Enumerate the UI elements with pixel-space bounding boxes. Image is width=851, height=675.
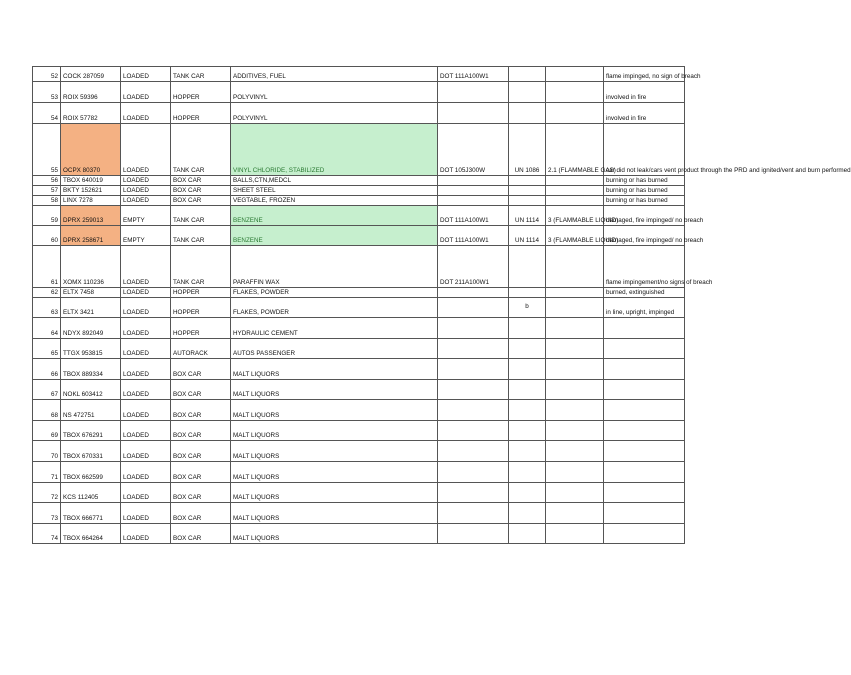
car-id-cell: XOMX 110236 [61, 246, 121, 288]
commodity-cell: VEGTABLE, FROZEN [231, 196, 438, 206]
dot-spec-cell [438, 462, 509, 483]
damage-notes-cell [604, 359, 685, 380]
table-row [33, 339, 685, 359]
un-number-cell: UN 1114 [509, 206, 546, 226]
car-type-cell: BOX CAR [171, 483, 231, 503]
dot-spec-cell [438, 503, 509, 524]
hazard-class-cell [546, 359, 604, 380]
table-row [33, 359, 685, 380]
car-id-cell: LINX 7278 [61, 196, 121, 206]
table-row [33, 462, 685, 483]
hazard-class-cell: 3 (FLAMMABLE LIQUID) [546, 206, 604, 226]
hazard-class-cell: 3 (FLAMMABLE LIQUID) [546, 226, 604, 246]
damage-notes-cell [604, 462, 685, 483]
load-status-cell: LOADED [121, 441, 171, 462]
table-row [33, 288, 685, 298]
table-row [33, 67, 685, 82]
un-number-cell: b [509, 298, 546, 318]
commodity-cell: SHEET STEEL [231, 186, 438, 196]
car-id-cell: TBOX 889334 [61, 359, 121, 380]
hazard-class-cell: 2.1 (FLAMMABLE GAS) [546, 124, 604, 176]
un-number-cell [509, 186, 546, 196]
car-type-cell: TANK CAR [171, 226, 231, 246]
row-number-cell: 69 [33, 421, 61, 441]
row-number-cell: 54 [33, 103, 61, 124]
un-number-cell [509, 441, 546, 462]
car-id-cell: TBOX 640019 [61, 176, 121, 186]
table-row [33, 318, 685, 339]
load-status-cell: LOADED [121, 103, 171, 124]
row-number-cell: 61 [33, 246, 61, 288]
hazard-class-cell [546, 318, 604, 339]
dot-spec-cell: DOT 105J300W [438, 124, 509, 176]
hazard-class-cell [546, 298, 604, 318]
load-status-cell: LOADED [121, 318, 171, 339]
car-type-cell: HOPPER [171, 318, 231, 339]
load-status-cell: LOADED [121, 246, 171, 288]
row-number-cell: 66 [33, 359, 61, 380]
row-number-cell: 59 [33, 206, 61, 226]
hazard-class-cell [546, 421, 604, 441]
car-type-cell: BOX CAR [171, 400, 231, 421]
car-type-cell: HOPPER [171, 82, 231, 103]
commodity-cell: MALT LIQUORS [231, 359, 438, 380]
commodity-cell: VINYL CHLORIDE, STABILIZED [231, 124, 438, 176]
load-status-cell: LOADED [121, 503, 171, 524]
car-type-cell: HOPPER [171, 288, 231, 298]
damage-notes-cell: involved in fire [604, 82, 685, 103]
damage-notes-cell: flame impingement/no signs of breach [604, 246, 685, 288]
car-id-cell: DPRX 258671 [61, 226, 121, 246]
table-row [33, 176, 685, 186]
car-id-cell: TBOX 676291 [61, 421, 121, 441]
table-row [33, 503, 685, 524]
car-type-cell: BOX CAR [171, 196, 231, 206]
load-status-cell: LOADED [121, 186, 171, 196]
damage-notes-cell [604, 421, 685, 441]
dot-spec-cell [438, 421, 509, 441]
damage-notes-cell: burning or has burned [604, 196, 685, 206]
row-number-cell: 67 [33, 380, 61, 400]
car-type-cell: TANK CAR [171, 124, 231, 176]
car-id-cell: NDYX 892049 [61, 318, 121, 339]
dot-spec-cell [438, 176, 509, 186]
car-type-cell: AUTORACK [171, 339, 231, 359]
dot-spec-cell: DOT 111A100W1 [438, 206, 509, 226]
un-number-cell: UN 1114 [509, 226, 546, 246]
commodity-cell: MALT LIQUORS [231, 483, 438, 503]
damage-notes-cell [604, 483, 685, 503]
car-type-cell: HOPPER [171, 103, 231, 124]
commodity-cell: ADDITIVES, FUEL [231, 67, 438, 82]
hazard-class-cell [546, 67, 604, 82]
damage-notes-cell: burning or has burned [604, 186, 685, 196]
table-row [33, 186, 685, 196]
car-type-cell: BOX CAR [171, 462, 231, 483]
row-number-cell: 53 [33, 82, 61, 103]
load-status-cell: LOADED [121, 82, 171, 103]
car-type-cell: TANK CAR [171, 206, 231, 226]
hazard-class-cell [546, 196, 604, 206]
un-number-cell [509, 400, 546, 421]
car-type-cell: BOX CAR [171, 186, 231, 196]
hazard-class-cell [546, 483, 604, 503]
load-status-cell: LOADED [121, 67, 171, 82]
damage-notes-cell [604, 339, 685, 359]
table-row [33, 124, 685, 176]
car-id-cell: ELTX 7458 [61, 288, 121, 298]
un-number-cell [509, 82, 546, 103]
car-type-cell: BOX CAR [171, 441, 231, 462]
damage-notes-cell [604, 441, 685, 462]
car-id-cell: ELTX 3421 [61, 298, 121, 318]
row-number-cell: 63 [33, 298, 61, 318]
commodity-cell: HYDRAULIC CEMENT [231, 318, 438, 339]
hazard-class-cell [546, 441, 604, 462]
load-status-cell: EMPTY [121, 206, 171, 226]
row-number-cell: 57 [33, 186, 61, 196]
dot-spec-cell: DOT 111A100W1 [438, 67, 509, 82]
un-number-cell [509, 462, 546, 483]
load-status-cell: LOADED [121, 196, 171, 206]
row-number-cell: 70 [33, 441, 61, 462]
load-status-cell: LOADED [121, 400, 171, 421]
hazard-class-cell [546, 462, 604, 483]
dot-spec-cell [438, 288, 509, 298]
commodity-cell: MALT LIQUORS [231, 524, 438, 544]
un-number-cell [509, 339, 546, 359]
car-id-cell: KCS 112405 [61, 483, 121, 503]
damage-notes-cell [604, 318, 685, 339]
un-number-cell [509, 421, 546, 441]
un-number-cell [509, 318, 546, 339]
hazard-class-cell [546, 186, 604, 196]
commodity-cell: MALT LIQUORS [231, 462, 438, 483]
un-number-cell [509, 67, 546, 82]
load-status-cell: LOADED [121, 288, 171, 298]
car-type-cell: HOPPER [171, 298, 231, 318]
un-number-cell [509, 196, 546, 206]
hazard-class-cell [546, 103, 604, 124]
car-id-cell: TBOX 662599 [61, 462, 121, 483]
table-row [33, 196, 685, 206]
hazard-class-cell [546, 380, 604, 400]
row-number-cell: 55 [33, 124, 61, 176]
table-row [33, 226, 685, 246]
row-number-cell: 52 [33, 67, 61, 82]
load-status-cell: LOADED [121, 298, 171, 318]
damage-notes-cell: burning or has burned [604, 176, 685, 186]
hazard-class-cell [546, 246, 604, 288]
car-type-cell: TANK CAR [171, 67, 231, 82]
un-number-cell [509, 503, 546, 524]
car-type-cell: BOX CAR [171, 421, 231, 441]
table-row [33, 441, 685, 462]
dot-spec-cell [438, 441, 509, 462]
car-id-cell: ROIX 57782 [61, 103, 121, 124]
table-row [33, 246, 685, 288]
row-number-cell: 60 [33, 226, 61, 246]
dot-spec-cell [438, 339, 509, 359]
row-number-cell: 72 [33, 483, 61, 503]
car-id-cell: COCK 287059 [61, 67, 121, 82]
load-status-cell: LOADED [121, 124, 171, 176]
load-status-cell: LOADED [121, 483, 171, 503]
un-number-cell [509, 359, 546, 380]
load-status-cell: LOADED [121, 359, 171, 380]
hazard-class-cell [546, 400, 604, 421]
car-type-cell: TANK CAR [171, 246, 231, 288]
damage-notes-cell: damaged, fire impinged/ no breach [604, 226, 685, 246]
commodity-cell: MALT LIQUORS [231, 400, 438, 421]
dot-spec-cell [438, 380, 509, 400]
un-number-cell [509, 380, 546, 400]
commodity-cell: POLYVINYL [231, 82, 438, 103]
hazard-class-cell [546, 524, 604, 544]
dot-spec-cell [438, 186, 509, 196]
table-body [33, 67, 851, 544]
car-id-cell: NOKL 603412 [61, 380, 121, 400]
table-row [33, 206, 685, 226]
table-row [33, 400, 685, 421]
dot-spec-cell [438, 82, 509, 103]
hazard-class-cell [546, 82, 604, 103]
hazard-class-cell [546, 176, 604, 186]
damage-notes-cell: burned, extinguished [604, 288, 685, 298]
dot-spec-cell [438, 524, 509, 544]
damage-notes-cell: in line, upright, impinged [604, 298, 685, 318]
load-status-cell: LOADED [121, 524, 171, 544]
commodity-cell: POLYVINYL [231, 103, 438, 124]
dot-spec-cell: DOT 111A100W1 [438, 226, 509, 246]
commodity-cell: FLAKES, POWDER [231, 288, 438, 298]
table-row [33, 524, 685, 544]
car-type-cell: BOX CAR [171, 359, 231, 380]
commodity-cell: BENZENE [231, 226, 438, 246]
car-type-cell: BOX CAR [171, 176, 231, 186]
load-status-cell: LOADED [121, 339, 171, 359]
table-row [33, 421, 685, 441]
dot-spec-cell [438, 196, 509, 206]
commodity-cell: MALT LIQUORS [231, 441, 438, 462]
car-id-cell: BKTY 152621 [61, 186, 121, 196]
un-number-cell [509, 288, 546, 298]
car-id-cell: TBOX 670331 [61, 441, 121, 462]
row-number-cell: 56 [33, 176, 61, 186]
dot-spec-cell [438, 359, 509, 380]
un-number-cell [509, 246, 546, 288]
dot-spec-cell [438, 483, 509, 503]
car-id-cell: ROIX 59396 [61, 82, 121, 103]
dot-spec-cell [438, 318, 509, 339]
row-number-cell: 73 [33, 503, 61, 524]
row-number-cell: 62 [33, 288, 61, 298]
un-number-cell [509, 176, 546, 186]
car-type-cell: BOX CAR [171, 524, 231, 544]
dot-spec-cell [438, 298, 509, 318]
car-id-cell: NS 472751 [61, 400, 121, 421]
load-status-cell: LOADED [121, 462, 171, 483]
damage-notes-cell [604, 380, 685, 400]
commodity-cell: BENZENE [231, 206, 438, 226]
damage-notes-cell: car did not leak/cars vent product through the PRD and ignited/vent and burn performed [604, 124, 685, 176]
car-type-cell: BOX CAR [171, 503, 231, 524]
commodity-cell: MALT LIQUORS [231, 503, 438, 524]
commodity-cell: PARAFFIN WAX [231, 246, 438, 288]
railcar-table [32, 66, 851, 544]
row-number-cell: 58 [33, 196, 61, 206]
row-number-cell: 68 [33, 400, 61, 421]
load-status-cell: LOADED [121, 421, 171, 441]
hazard-class-cell [546, 339, 604, 359]
dot-spec-cell [438, 103, 509, 124]
car-id-cell: DPRX 259013 [61, 206, 121, 226]
car-id-cell: TTGX 953815 [61, 339, 121, 359]
car-id-cell: TBOX 666771 [61, 503, 121, 524]
commodity-cell: MALT LIQUORS [231, 421, 438, 441]
dot-spec-cell: DOT 211A100W1 [438, 246, 509, 288]
table-row [33, 103, 685, 124]
un-number-cell: UN 1086 [509, 124, 546, 176]
commodity-cell: MALT LIQUORS [231, 380, 438, 400]
row-number-cell: 74 [33, 524, 61, 544]
load-status-cell: EMPTY [121, 226, 171, 246]
damage-notes-cell: damaged, fire impinged/ no breach [604, 206, 685, 226]
row-number-cell: 65 [33, 339, 61, 359]
table-row [33, 82, 685, 103]
load-status-cell: LOADED [121, 176, 171, 186]
un-number-cell [509, 103, 546, 124]
car-id-cell: OCPX 80370 [61, 124, 121, 176]
row-number-cell: 71 [33, 462, 61, 483]
damage-notes-cell [604, 503, 685, 524]
un-number-cell [509, 483, 546, 503]
table-row [33, 483, 685, 503]
table-row [33, 380, 685, 400]
damage-notes-cell: flame impinged, no sign of breach [604, 67, 685, 82]
load-status-cell: LOADED [121, 380, 171, 400]
table-row [33, 298, 685, 318]
damage-notes-cell: involved in fire [604, 103, 685, 124]
commodity-cell: AUTOS PASSENGER [231, 339, 438, 359]
commodity-cell: BALLS,CTN,MEDCL [231, 176, 438, 186]
hazard-class-cell [546, 288, 604, 298]
row-number-cell: 64 [33, 318, 61, 339]
damage-notes-cell [604, 524, 685, 544]
damage-notes-cell [604, 400, 685, 421]
un-number-cell [509, 524, 546, 544]
car-id-cell: TBOX 664264 [61, 524, 121, 544]
car-type-cell: BOX CAR [171, 380, 231, 400]
hazard-class-cell [546, 503, 604, 524]
dot-spec-cell [438, 400, 509, 421]
commodity-cell: FLAKES, POWDER [231, 298, 438, 318]
